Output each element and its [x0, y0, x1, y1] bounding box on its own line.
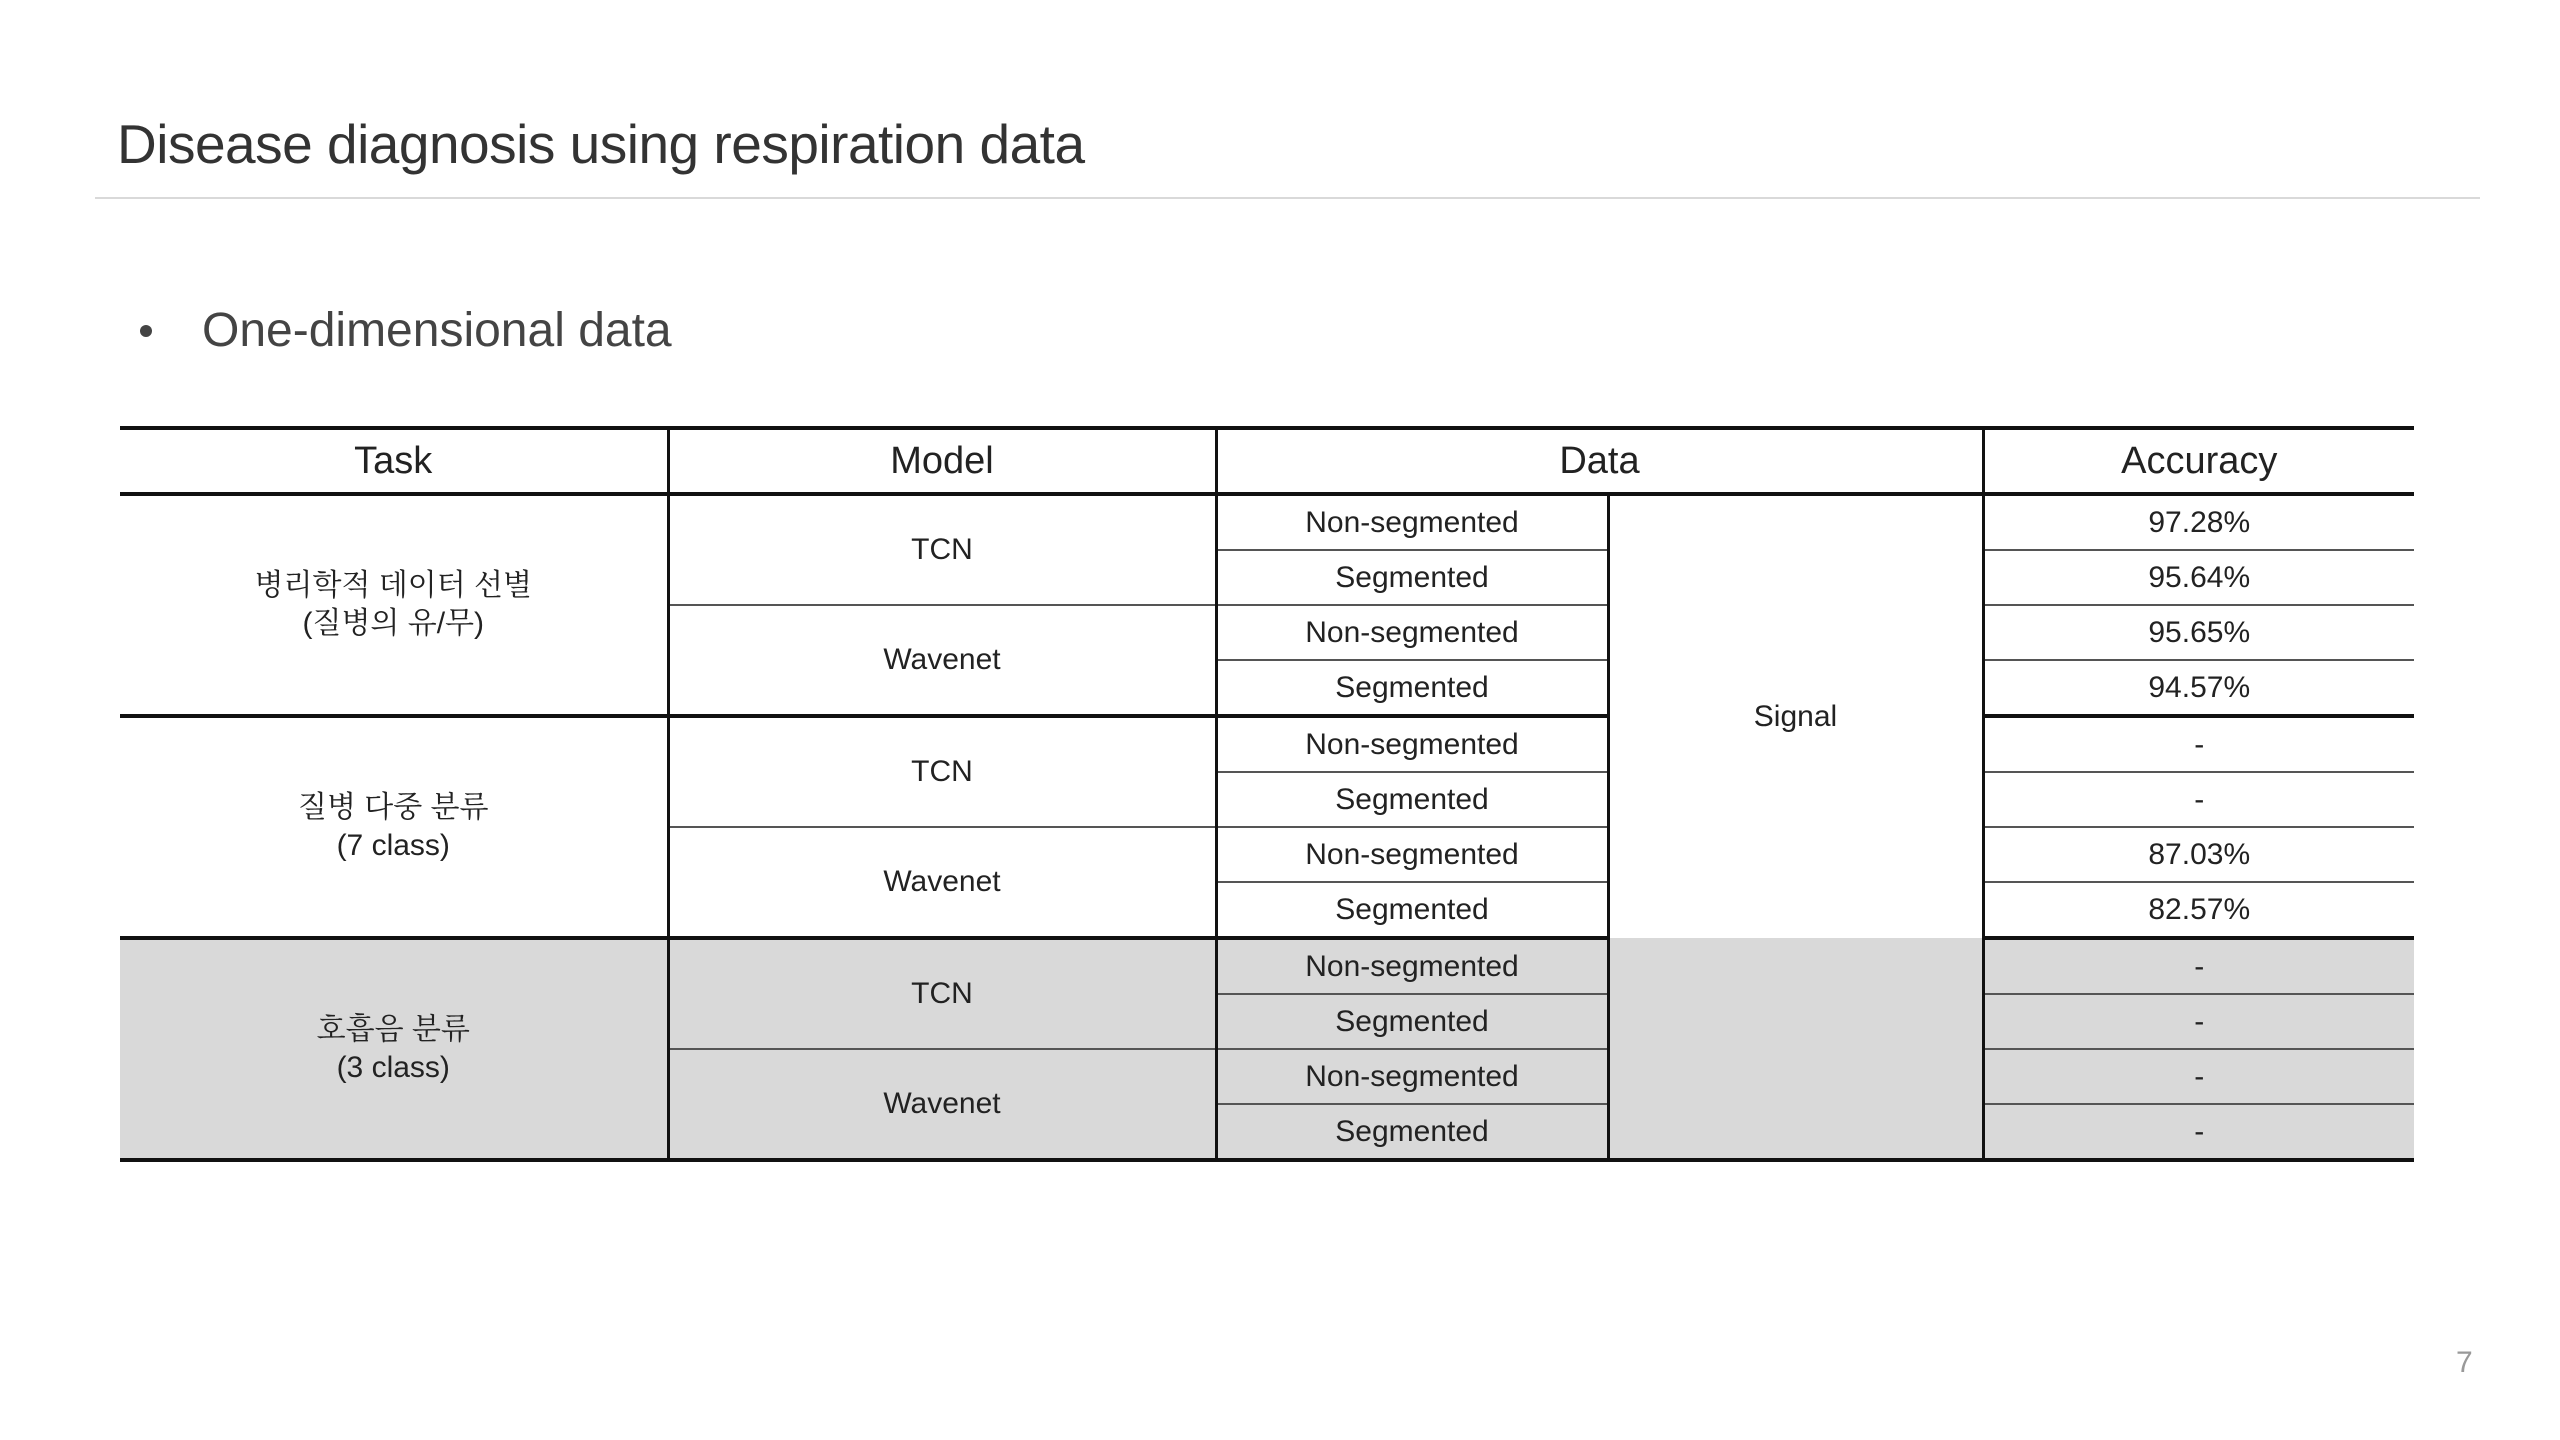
accuracy-cell: -	[1983, 716, 2414, 772]
accuracy-cell: -	[1983, 994, 2414, 1049]
table-row	[120, 716, 2414, 772]
data-representation-empty-cell	[1608, 938, 1983, 1160]
data-representation-cell: Signal	[1608, 494, 1983, 938]
task-name: 질병 다중 분류	[297, 791, 489, 824]
accuracy-cell: -	[1983, 1049, 2414, 1104]
table-row	[120, 494, 2414, 550]
table-row	[120, 938, 2414, 994]
accuracy-cell: -	[1983, 938, 2414, 994]
bullet-text: One-dimensional data	[202, 304, 672, 357]
bullet-dot-icon	[140, 325, 152, 337]
accuracy-cell: 87.03%	[1983, 827, 2414, 882]
segmentation-cell: Segmented	[1216, 550, 1608, 605]
task-cell	[120, 938, 668, 1160]
slide-title: Disease diagnosis using respiration data	[117, 113, 1085, 175]
accuracy-cell: 97.28%	[1983, 494, 2414, 550]
segmentation-cell: Segmented	[1216, 772, 1608, 827]
segmentation-cell: Segmented	[1216, 1104, 1608, 1160]
model-cell: TCN	[668, 938, 1216, 1049]
model-cell: TCN	[668, 494, 1216, 605]
results-table	[120, 426, 2414, 1162]
table-header-row	[120, 428, 2414, 494]
task-detail: (질병의 유/무)	[302, 607, 485, 640]
model-cell: Wavenet	[668, 605, 1216, 716]
accuracy-cell: -	[1983, 1104, 2414, 1160]
header-model: Model	[668, 428, 1216, 494]
task-detail: (3 class)	[336, 1051, 450, 1084]
page-number: 7	[2456, 1346, 2473, 1379]
task-cell	[120, 494, 668, 716]
model-cell: Wavenet	[668, 827, 1216, 938]
segmentation-cell: Segmented	[1216, 994, 1608, 1049]
model-cell: TCN	[668, 716, 1216, 827]
model-cell: Wavenet	[668, 1049, 1216, 1160]
segmentation-cell: Non-segmented	[1216, 827, 1608, 882]
segmentation-cell: Segmented	[1216, 660, 1608, 716]
segmentation-cell: Non-segmented	[1216, 494, 1608, 550]
segmentation-cell: Non-segmented	[1216, 716, 1608, 772]
accuracy-cell: 94.57%	[1983, 660, 2414, 716]
accuracy-cell: 95.65%	[1983, 605, 2414, 660]
task-detail: (7 class)	[336, 829, 450, 862]
title-divider	[95, 197, 2480, 199]
accuracy-cell: -	[1983, 772, 2414, 827]
segmentation-cell: Non-segmented	[1216, 605, 1608, 660]
task-cell	[120, 716, 668, 938]
header-data: Data	[1216, 428, 1983, 494]
segmentation-cell: Segmented	[1216, 882, 1608, 938]
bullet-item	[140, 303, 672, 358]
header-accuracy: Accuracy	[1983, 428, 2414, 494]
segmentation-cell: Non-segmented	[1216, 1049, 1608, 1104]
segmentation-cell: Non-segmented	[1216, 938, 1608, 994]
header-task: Task	[120, 428, 668, 494]
accuracy-cell: 82.57%	[1983, 882, 2414, 938]
accuracy-cell: 95.64%	[1983, 550, 2414, 605]
task-name: 호흡음 분류	[316, 1013, 470, 1046]
task-name: 병리학적 데이터 선별	[254, 569, 532, 602]
